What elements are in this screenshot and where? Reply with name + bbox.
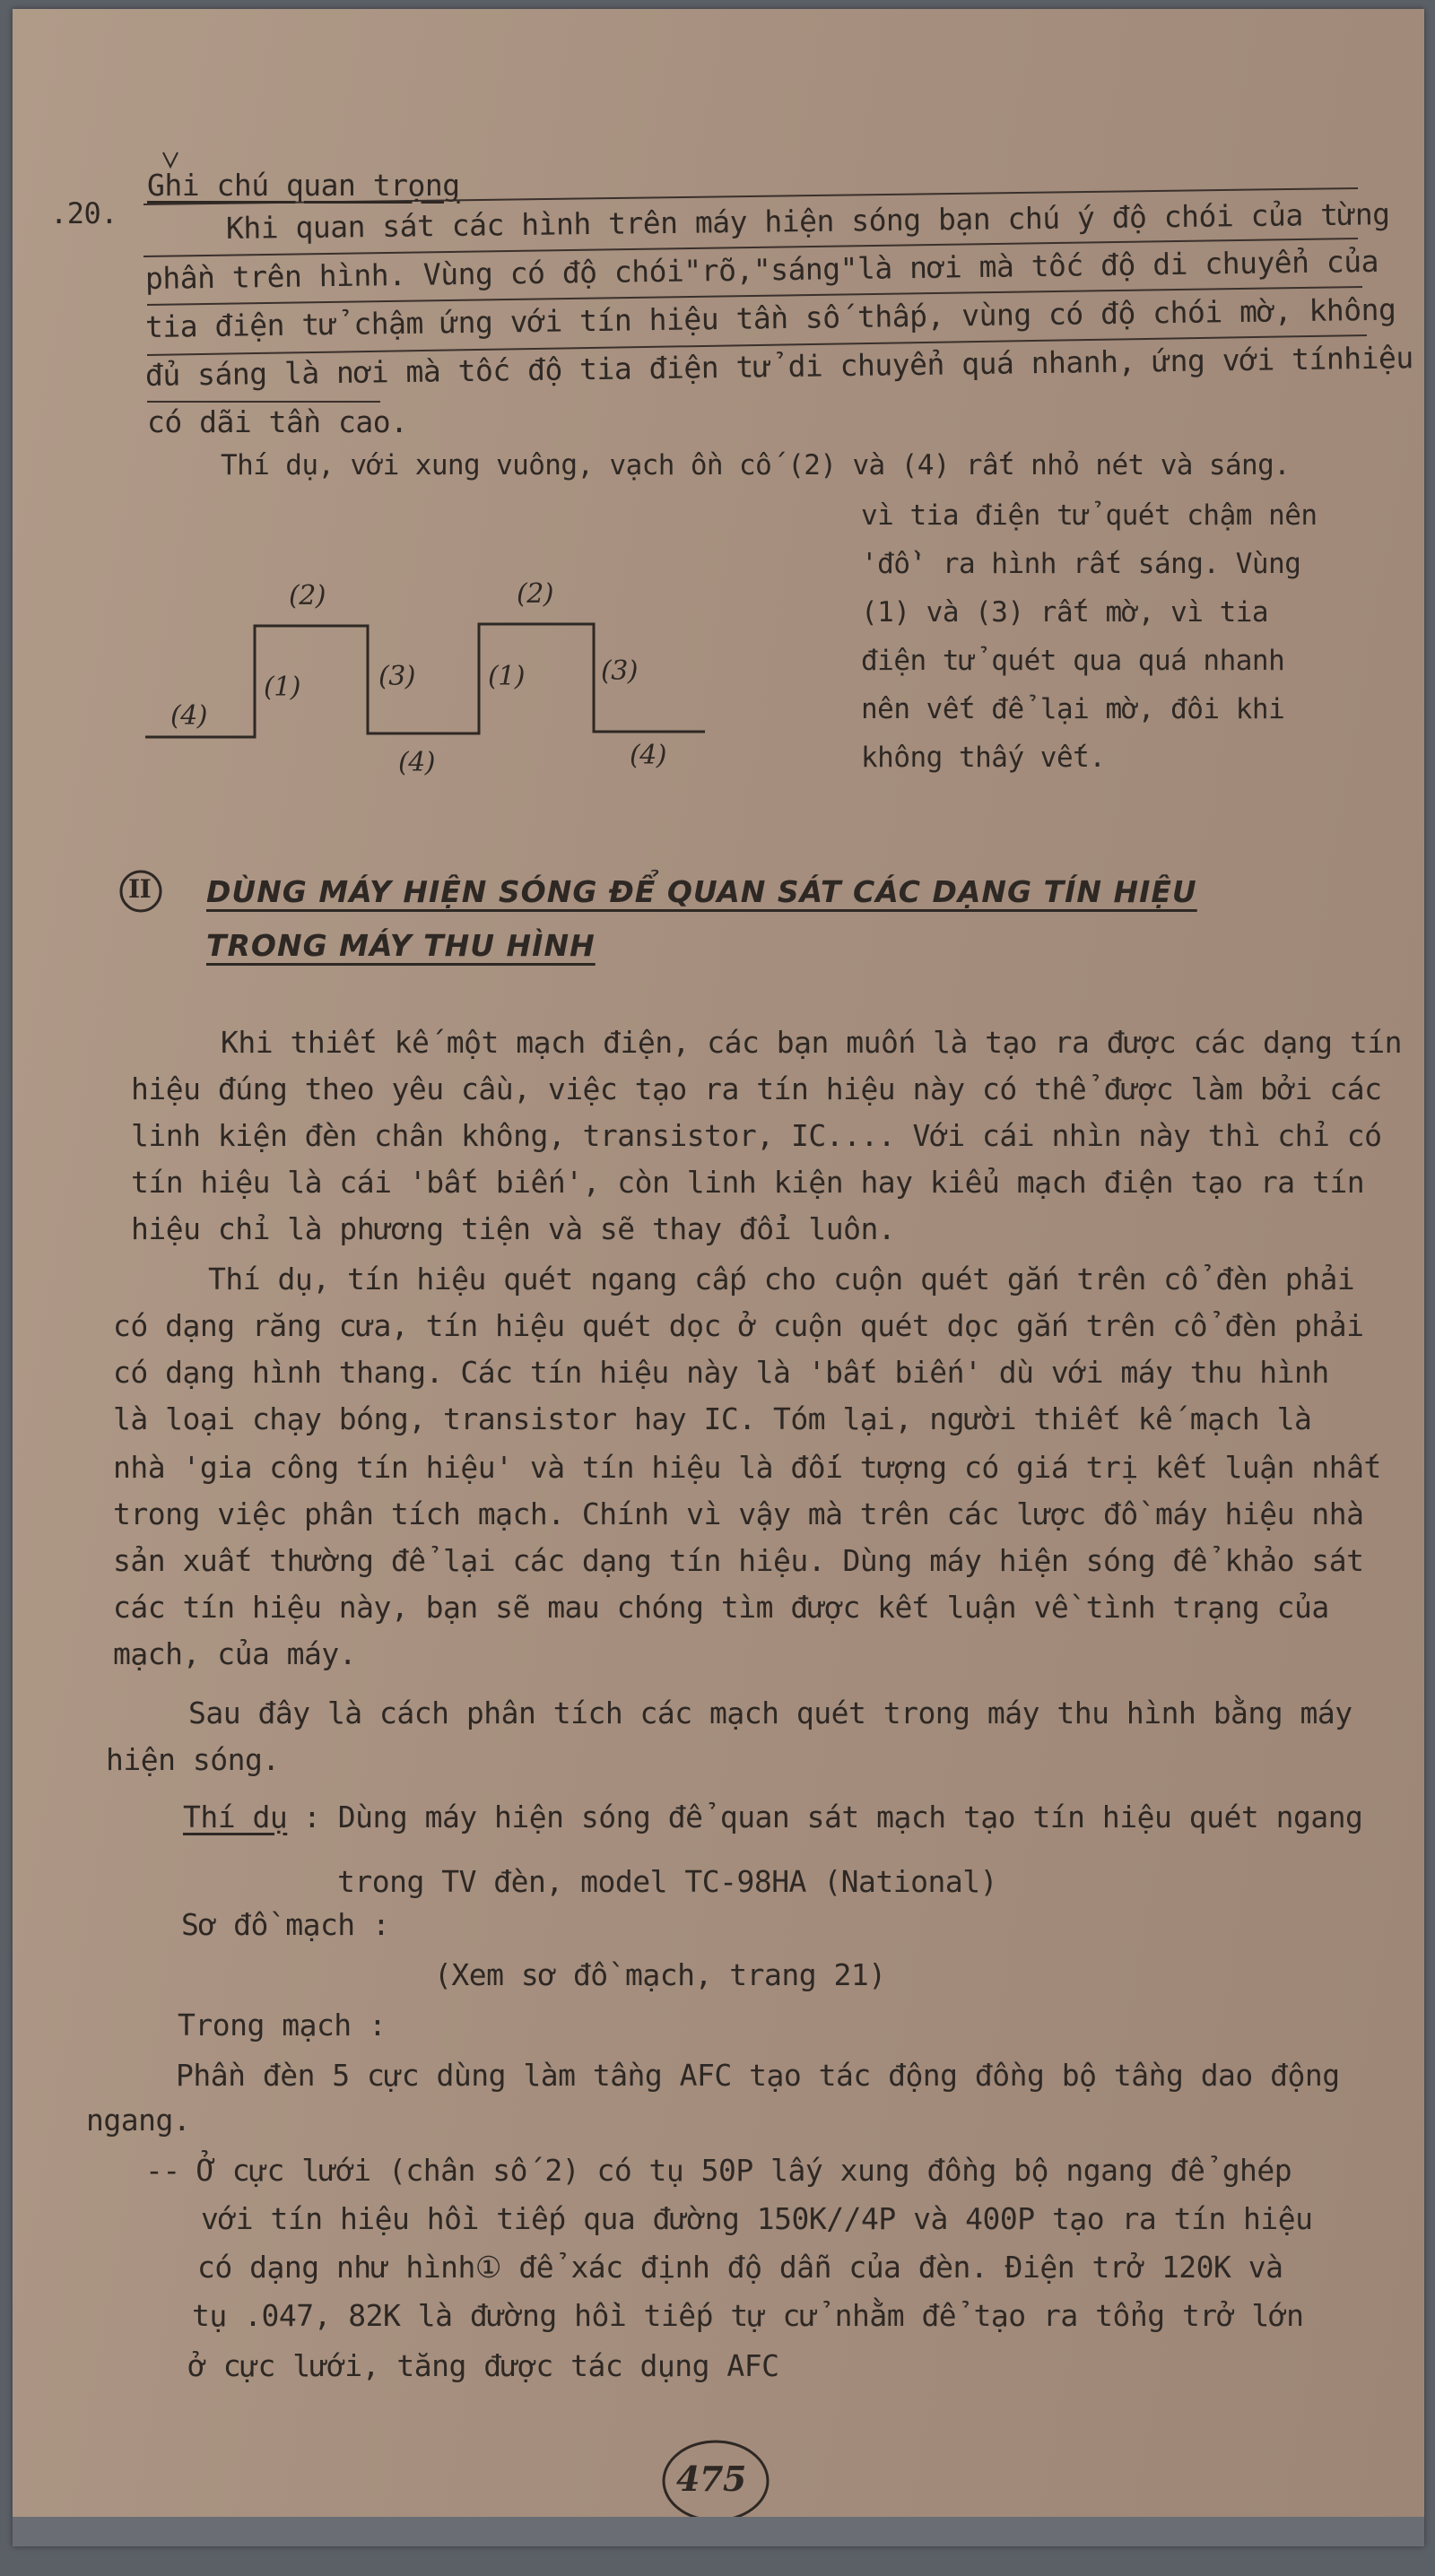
p3-line-2: hiện sóng.: [106, 1742, 280, 1777]
p2-line-9: mạch, của máy.: [113, 1636, 357, 1671]
wave-label-4b: (4): [398, 747, 435, 778]
p1-line-4: tín hiệu là cái 'bất biến', còn linh kiện hay kiểu mạch điện tạo ra tín: [131, 1165, 1365, 1200]
bullet-dash: --: [145, 2153, 180, 2188]
wave-label-1b: (1): [488, 661, 525, 692]
note-line-4: đủ sáng là nơi mà tốc độ tia điện tử di chuyển quá nhanh, ứng với tínhiệu: [144, 340, 1413, 393]
example-line-5: nên vết để lại mờ, đôi khi: [861, 693, 1285, 725]
example-text-1: : Dùng máy hiện sóng để quan sát mạch tạo tín hiệu quét ngang: [303, 1800, 1363, 1834]
section2-number: II: [128, 874, 152, 904]
p2-line-8: các tín hiệu này, bạn sẽ mau chóng tìm được kết luận về tình trạng của: [113, 1590, 1329, 1625]
document-page: [13, 9, 1424, 2546]
wave-label-4a: (4): [170, 700, 207, 732]
schema-ref: (Xem sơ đồ mạch, trang 21): [434, 1957, 886, 1992]
p5-line-3: có dạng như hình① để xác định độ dẫn của đèn. Điện trở 120K và: [197, 2250, 1283, 2285]
example-line-2: 'đồ' ra hình rất sáng. Vùng: [861, 548, 1301, 580]
section2-title-line2: TRONG MÁY THU HÌNH: [206, 928, 596, 963]
p2-line-3: có dạng hình thang. Các tín hiệu này là 'bất biến' dù với máy thu hình: [113, 1355, 1329, 1390]
example-intro: Thí dụ, với xung vuông, vạch ồn cố (2) và (4) rất nhỏ nét và sáng.: [221, 449, 1291, 481]
p2-line-5: nhà 'gia công tín hiệu' và tín hiệu là đối tượng có giá trị kết luận nhất: [113, 1450, 1381, 1485]
section-number: .20.: [50, 196, 118, 230]
p1-line-5: hiệu chỉ là phương tiện và sẽ thay đổi luôn.: [131, 1211, 896, 1246]
example-line-1: vì tia điện tử quét chậm nên: [861, 499, 1318, 532]
wave-label-2b: (2): [517, 578, 553, 610]
note-line-5: có dãi tần cao.: [147, 404, 408, 439]
p1-line-1: Khi thiết kế một mạch điện, các bạn muốn là tạo ra được các dạng tín: [221, 1025, 1403, 1060]
p1-line-3: linh kiện đèn chân không, transistor, IC.... Với cái nhìn này thì chỉ có: [131, 1118, 1382, 1153]
section2-title-line1: DÙNG MÁY HIỆN SÓNG ĐỂ QUAN SÁT CÁC DẠNG TÍN HIỆU: [206, 874, 1197, 909]
p2-line-7: sản xuất thường để lại các dạng tín hiệu. Dùng máy hiện sóng để khảo sát: [113, 1543, 1364, 1578]
page-number: 475: [676, 2459, 746, 2499]
example-text-2: trong TV đèn, model TC-98HA (National): [337, 1864, 997, 1899]
p5-line-5: ở cực lưới, tăng được tác dụng AFC: [188, 2348, 779, 2383]
in-circuit-label: Trong mạch :: [178, 2008, 387, 2043]
schema-label: Sơ đồ mạch :: [181, 1907, 390, 1942]
check-mark-icon: [163, 152, 178, 167]
p3-line-1: Sau đây là cách phân tích các mạch quét trong máy thu hình bằng máy: [188, 1696, 1352, 1730]
example-line-4: điện tử quét qua quá nhanh: [861, 645, 1285, 677]
wave-label-3a: (3): [378, 661, 415, 692]
note-line-3: tia điện tử chậm ứng với tín hiệu tần số thấp, vùng có độ chói mờ, không: [144, 291, 1396, 344]
example-line-6: không thấy vết.: [861, 742, 1106, 774]
p5-line-4: tụ .047, 82K là đường hồi tiếp tự cử nhằm để tạo ra tổng trở lớn: [192, 2298, 1304, 2333]
p4-line-1: Phần đèn 5 cực dùng làm tầng AFC tạo tác động đồng bộ tầng dao động: [176, 2058, 1340, 2093]
p2-line-1: Thí dụ, tín hiệu quét ngang cấp cho cuộn quét gắn trên cổ đèn phải: [208, 1262, 1355, 1297]
note-line-2: phần trên hình. Vùng có độ chói"rõ,"sáng"là nơi mà tốc độ di chuyển của: [144, 243, 1379, 296]
wave-label-4c: (4): [630, 740, 666, 771]
example-line-3: (1) và (3) rất mờ, vì tia: [861, 596, 1269, 629]
p5-line-2: với tín hiệu hồi tiếp qua đường 150K//4P và 400P tạo ra tín hiệu: [201, 2201, 1313, 2236]
p1-line-2: hiệu đúng theo yêu cầu, việc tạo ra tín hiệu này có thể được làm bởi các: [131, 1071, 1382, 1106]
wave-label-1a: (1): [264, 672, 300, 703]
p4-line-2: ngang.: [86, 2103, 191, 2138]
wave-label-2a: (2): [289, 580, 326, 611]
p2-line-2: có dạng răng cưa, tín hiệu quét dọc ở cuộn quét dọc gắn trên cổ đèn phải: [113, 1308, 1364, 1343]
p2-line-6: trong việc phân tích mạch. Chính vì vậy mà trên các lược đồ máy hiệu nhà: [113, 1496, 1364, 1531]
p2-line-4: là loại chạy bóng, transistor hay IC. Tóm lại, người thiết kế mạch là: [113, 1401, 1312, 1436]
wave-label-3b: (3): [601, 655, 638, 687]
example-label: Thí dụ: [183, 1800, 288, 1834]
p5-line-1: Ở cực lưới (chân số 2) có tụ 50P lấy xung đồng bộ ngang để ghép: [197, 2153, 1292, 2188]
note-line-1: Khi quan sát các hình trên máy hiện sóng bạn chú ý độ chói của từng: [225, 196, 1390, 246]
note-title: Ghi chú quan trọng: [147, 168, 460, 203]
bottom-edge-strip: [13, 2517, 1424, 2546]
